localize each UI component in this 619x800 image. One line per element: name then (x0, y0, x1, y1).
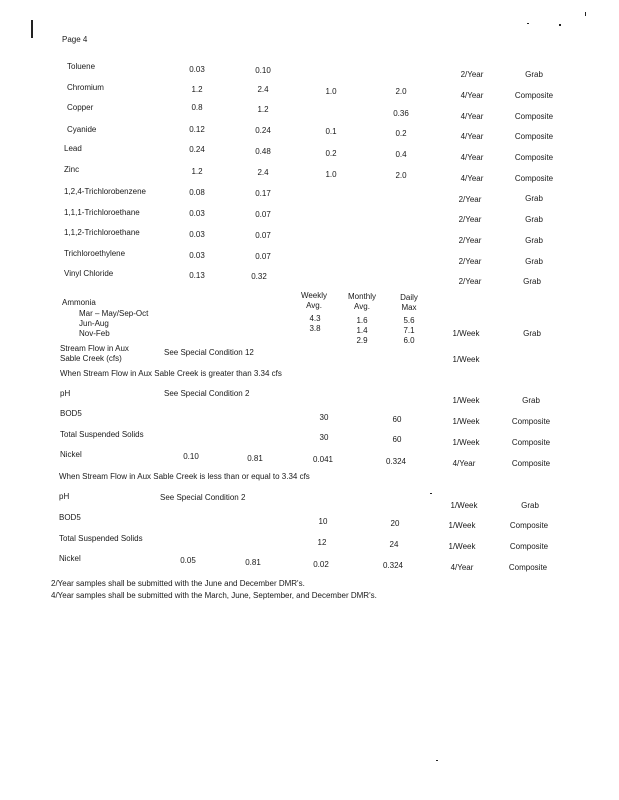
parameter-name: Total Suspended Solids (60, 430, 144, 439)
parameter-name: Cyanide (67, 125, 97, 134)
section-heading: When Stream Flow in Aux Sable Creek is greater than 3.34 cfs (60, 369, 282, 378)
frequency: 4/Year (460, 174, 484, 183)
value-col1: 0.08 (189, 188, 205, 197)
value-col2: 0.17 (255, 189, 271, 198)
weekly-avg-header: Weekly Avg. (300, 291, 328, 310)
parameter-name: Zinc (64, 165, 80, 174)
value-col3: 1.0 (325, 87, 337, 96)
parameter-name: pH (60, 389, 71, 398)
parameter-name: Lead (64, 144, 82, 153)
weekly-avg-values: 4.3 3.8 (309, 314, 321, 333)
parameter-name: Ammonia (62, 298, 96, 307)
value-col2: 0.10 (255, 66, 271, 75)
sample-type: Grab (523, 329, 541, 338)
frequency: 1/Week (452, 329, 480, 338)
value-col2: 0.81 (247, 454, 263, 463)
value-col2: 0.07 (255, 210, 271, 219)
sample-type: Composite (514, 112, 554, 121)
daily-max-header: Daily Max (400, 293, 418, 312)
special-condition: See Special Condition 12 (164, 348, 254, 357)
margin-mark (585, 12, 586, 16)
frequency: 1/Week (448, 521, 476, 530)
sample-type: Grab (525, 194, 543, 203)
sample-type: Composite (514, 91, 554, 100)
frequency: 1/Week (452, 355, 480, 364)
parameter-name: Copper (67, 103, 94, 112)
parameter-name: Chromium (67, 83, 104, 92)
value-col3: 10 (318, 517, 328, 526)
parameter-name: Total Suspended Solids (59, 534, 143, 543)
frequency: 1/Week (448, 542, 476, 551)
section-heading: When Stream Flow in Aux Sable Creek is less than or equal to 3.34 cfs (59, 472, 310, 481)
sample-type: Composite (511, 438, 551, 447)
sample-type: Grab (525, 70, 543, 79)
value-col4: 0.4 (395, 150, 407, 159)
frequency: 4/Year (452, 459, 476, 468)
value-col4: 2.0 (395, 87, 407, 96)
parameter-name: BOD5 (60, 409, 82, 418)
value-col2: 2.4 (257, 85, 269, 94)
frequency: 4/Year (460, 112, 484, 121)
monthly-avg-values: 1.6 1.4 2.9 (356, 316, 368, 345)
value-col1: 0.05 (180, 556, 196, 565)
parameter-name: BOD5 (59, 513, 81, 522)
parameter-name: Vinyl Chloride (64, 269, 114, 278)
frequency: 2/Year (458, 195, 482, 204)
frequency: 4/Year (460, 153, 484, 162)
frequency: 2/Year (458, 236, 482, 245)
value-col1: 0.13 (189, 271, 205, 280)
value-col3: 30 (319, 413, 329, 422)
parameter-name: 1,1,2-Trichloroethane (64, 228, 140, 237)
special-condition: See Special Condition 2 (164, 389, 250, 398)
value-col2: 1.2 (257, 105, 269, 114)
frequency: 1/Week (450, 501, 478, 510)
value-col1: 1.2 (191, 85, 203, 94)
sample-type: Grab (525, 236, 543, 245)
footnote: 4/Year samples shall be submitted with the March, June, September, and December DMR's. (51, 591, 377, 600)
sample-type: Grab (525, 257, 543, 266)
sample-type: Grab (523, 277, 541, 286)
value-col3: 30 (319, 433, 329, 442)
frequency: 4/Year (460, 91, 484, 100)
frequency: 2/Year (458, 257, 482, 266)
parameter-name: Stream Flow in Aux Sable Creek (cfs) (60, 344, 129, 363)
footnote: 2/Year samples shall be submitted with the June and December DMR's. (51, 579, 305, 588)
margin-mark (430, 493, 432, 494)
value-col2: 2.4 (257, 168, 269, 177)
parameter-name: Toluene (67, 62, 96, 71)
margin-mark (436, 760, 438, 761)
parameter-name: Nickel (60, 450, 82, 459)
value-col4: 60 (392, 415, 402, 424)
frequency: 2/Year (458, 215, 482, 224)
value-col3: 0.1 (325, 127, 337, 136)
frequency: 2/Year (460, 70, 484, 79)
sample-type: Grab (521, 501, 539, 510)
value-col2: 0.07 (255, 231, 271, 240)
sample-type: Composite (511, 459, 551, 468)
sample-type: Composite (508, 563, 548, 572)
parameter-name: Nickel (59, 554, 81, 563)
value-col1: 0.03 (189, 209, 205, 218)
value-col4: 0.324 (382, 561, 404, 570)
value-col1: 0.12 (189, 125, 205, 134)
value-col3: 1.0 (325, 170, 337, 179)
value-col4: 0.324 (385, 457, 407, 466)
sample-type: Grab (525, 215, 543, 224)
value-col4: 60 (392, 435, 402, 444)
frequency: 4/Year (450, 563, 474, 572)
sample-type: Grab (522, 396, 540, 405)
sample-type: Composite (511, 417, 551, 426)
value-col1: 1.2 (191, 167, 203, 176)
frequency: 1/Week (452, 438, 480, 447)
sample-type: Composite (514, 132, 554, 141)
value-col4: 20 (390, 519, 400, 528)
daily-max-values: 5.6 7.1 6.0 (403, 316, 415, 345)
value-col4: 2.0 (395, 171, 407, 180)
value-col3: 0.041 (312, 455, 334, 464)
value-col2: 0.24 (255, 126, 271, 135)
value-col4: 0.36 (393, 109, 409, 118)
frequency: 2/Year (458, 277, 482, 286)
value-col1: 0.03 (189, 251, 205, 260)
value-col1: 0.03 (189, 230, 205, 239)
value-col2: 0.07 (255, 252, 271, 261)
value-col1: 0.8 (191, 103, 203, 112)
parameter-name: 1,2,4-Trichlorobenzene (64, 187, 146, 196)
special-condition: See Special Condition 2 (160, 493, 246, 502)
margin-mark (31, 20, 33, 38)
page-label: Page 4 (62, 35, 88, 44)
margin-mark (527, 23, 529, 24)
value-col2: 0.32 (251, 272, 267, 281)
parameter-name: 1,1,1-Trichloroethane (64, 208, 140, 217)
value-col1: 0.24 (189, 145, 205, 154)
value-col4: 0.2 (395, 129, 407, 138)
value-col3: 0.2 (325, 149, 337, 158)
value-col4: 24 (389, 540, 399, 549)
sample-type: Composite (514, 174, 554, 183)
value-col3: 12 (317, 538, 327, 547)
parameter-name: Trichloroethylene (64, 249, 126, 258)
value-col1: 0.10 (183, 452, 199, 461)
value-col2: 0.48 (255, 147, 271, 156)
frequency: 4/Year (460, 132, 484, 141)
sample-type: Composite (509, 521, 549, 530)
value-col3: 0.02 (313, 560, 329, 569)
ammonia-seasons: Mar – May/Sep-Oct Jun-Aug Nov-Feb (79, 309, 149, 338)
value-col2: 0.81 (245, 558, 261, 567)
sample-type: Composite (514, 153, 554, 162)
sample-type: Composite (509, 542, 549, 551)
margin-mark (559, 24, 561, 26)
parameter-name: pH (59, 492, 70, 501)
frequency: 1/Week (452, 417, 480, 426)
monthly-avg-header: Monthly Avg. (347, 292, 377, 311)
value-col1: 0.03 (189, 65, 205, 74)
frequency: 1/Week (452, 396, 480, 405)
